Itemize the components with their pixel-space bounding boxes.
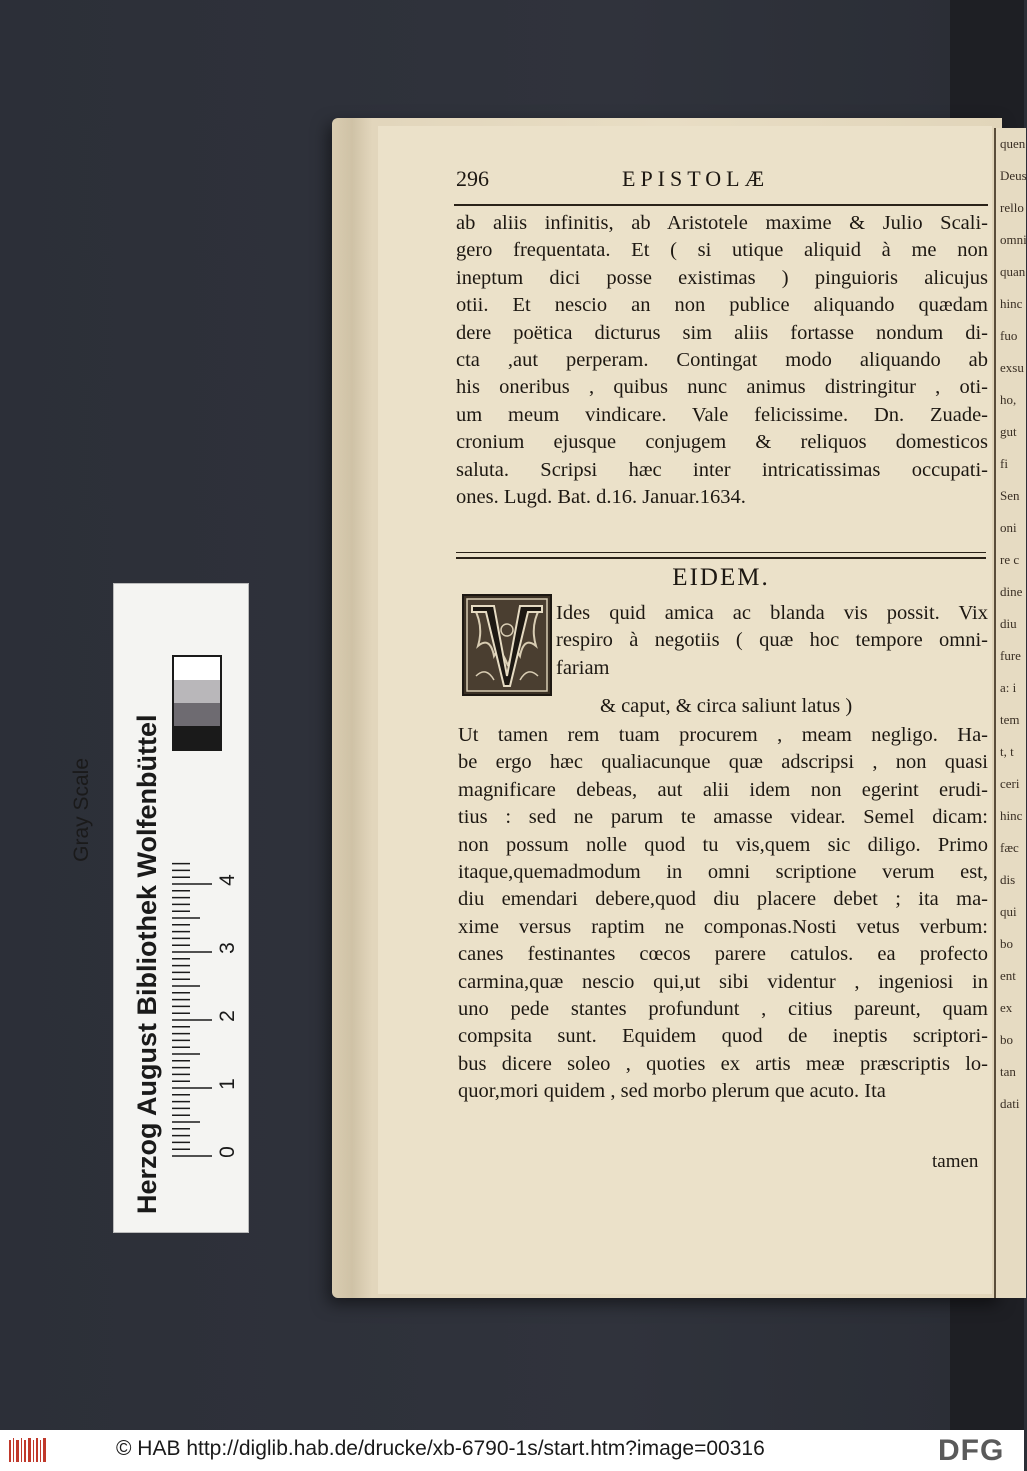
letter-body-paragraph <box>458 722 988 1105</box>
letter-body-line: be ergo hæc qualiacunque quæ adscripsi , non quasi <box>458 751 988 774</box>
facing-fragment: ex <box>1000 1000 1013 1015</box>
letter-body-line: xime versus raptim ne componas.Nosti vetus verbum: <box>458 915 988 938</box>
facing-fragment: qui <box>1000 904 1017 919</box>
ruler-number: 4 <box>216 874 239 886</box>
letter-end-line: saluta. Scripsi hæc inter intricatissimas occupati- <box>456 458 988 481</box>
facing-fragment: bo <box>1000 1032 1013 1047</box>
facing-fragment: diu <box>1000 616 1017 631</box>
facing-fragment: dis <box>1000 872 1016 887</box>
gray-swatch <box>174 657 220 680</box>
card-title: Herzog August Bibliothek Wolfenbüttel <box>132 714 162 1214</box>
letter-body-line: carmina,quæ nescio qui,ut sibi videntur , ingeniosi in <box>458 970 988 993</box>
facing-fragment: tem <box>1000 712 1020 727</box>
dfg-logo: DFG <box>938 1434 1005 1467</box>
letter-body-line: itaque,quemadmodum in omni scriptione verum est, <box>458 860 988 883</box>
verse-line-3: fariam <box>556 656 610 679</box>
facing-fragment: Deus <box>1000 168 1027 183</box>
letter-end-paragraph <box>456 210 988 511</box>
ruler-number: 2 <box>216 1010 239 1022</box>
facing-fragment: bo <box>1000 936 1013 951</box>
ruler-number: 1 <box>216 1078 239 1090</box>
ruler-number: 0 <box>216 1146 239 1158</box>
facing-page <box>994 128 1026 1298</box>
catchword: tamen <box>932 1151 979 1172</box>
facing-fragment: fure <box>1000 648 1021 663</box>
verse-line-2: respiro à negotiis ( quæ hoc tempore omni- <box>556 629 988 652</box>
letter-end-line: ineptum dici posse existimas ) pinguioris alicujus <box>456 266 988 289</box>
facing-fragment: quan <box>1000 264 1026 279</box>
letter-body-line: diu emendari debere,quod diu placere debet ; ita ma- <box>458 888 988 911</box>
facing-fragment: dati <box>1000 1096 1020 1111</box>
letter-end-line: dere poëtica dicturus sim aliis fortasse nondum di- <box>456 321 988 344</box>
letter-end-line: otii. Et nescio an non publice aliquando quædam <box>456 294 988 317</box>
page-number: 296 <box>456 166 489 191</box>
facing-fragment: re c <box>1000 552 1020 567</box>
letter-end-line: um meum vindicare. Vale felicissime. Dn. Zuade- <box>456 403 988 426</box>
decorated-initial-v <box>462 594 552 696</box>
verse-line-1: Ides quid amica ac blanda vis possit. Vix <box>556 602 988 624</box>
facing-fragment: a: i <box>1000 680 1017 695</box>
facing-fragment: fæc <box>1000 840 1019 855</box>
letter-body-line: quor,mori quidem , sed morbo plerum que acuto. Ita <box>458 1080 886 1103</box>
letter-body-line: Ut tamen rem tuam procurem , meam negligo. Ha- <box>458 724 988 746</box>
letter-body-line: magnificare debeas, aut alii idem non egerint erudi- <box>458 778 988 801</box>
header-rule <box>454 204 988 206</box>
facing-fragment: Sen <box>1000 488 1020 503</box>
facing-fragment: hinc <box>1000 808 1023 823</box>
facing-fragment: fi <box>1000 456 1008 471</box>
letter-end-line: ab aliis infinitis, ab Aristotele maxime & Julio Scali- <box>456 212 988 234</box>
verse-line-4-block <box>600 693 960 720</box>
section-heading: EIDEM. <box>672 564 770 591</box>
facing-fragment: fuo <box>1000 328 1018 343</box>
ruler-number: 3 <box>216 942 239 954</box>
gray-swatch <box>174 726 220 749</box>
gray-swatches <box>172 655 222 751</box>
gray-swatch <box>174 680 220 703</box>
letter-body-line: canes festinantes cœcos parere catulos. ea profecto <box>458 943 988 966</box>
facing-fragment: gut <box>1000 424 1017 439</box>
facing-fragment: quen <box>1000 136 1026 151</box>
letter-end-line: gero frequentata. Et ( si utique aliquid à me non <box>456 239 988 262</box>
letter-body-line: uno pede stantes profundunt , citius pareunt, quam <box>458 997 988 1020</box>
facing-fragment: ent <box>1000 968 1016 983</box>
page-header <box>454 166 990 194</box>
letter-end-line: cta ,aut perperam. Contingat modo aliquando ab <box>456 348 988 371</box>
letter-body-line: tius : sed ne parum te amasse videar. Semel dicam: <box>458 806 988 829</box>
letter-body-line: compsita sunt. Equidem quod de ineptis scriptori- <box>458 1025 988 1048</box>
gray-swatch <box>174 703 220 726</box>
facing-fragment: ho, <box>1000 392 1017 407</box>
barcode-icon <box>8 1436 48 1464</box>
facing-fragment: oni <box>1000 520 1017 535</box>
gray-scale-text: Gray Scale <box>70 758 93 862</box>
facing-fragment: omni <box>1000 232 1027 247</box>
facing-fragment: tan <box>1000 1064 1016 1079</box>
verse-line-4: & caput, & circa saliunt latus ) <box>600 695 853 717</box>
letter-body-line: non possum nolle quod tu vis,quem sic diligo. Primo <box>458 833 988 856</box>
facing-fragment: ceri <box>1000 776 1020 791</box>
gray-scale-label <box>70 758 94 868</box>
letter-end-line: cronium ejusque conjugem & reliquos domesticos <box>456 431 988 454</box>
running-head: EPISTOLÆ <box>622 166 770 191</box>
facing-fragment: rello <box>1000 200 1024 215</box>
letter-end-line: his oneribus , quibus nunc animus distringitur , oti- <box>456 376 988 399</box>
section-rule <box>456 552 986 559</box>
facing-fragment: dine <box>1000 584 1023 599</box>
verse-block <box>556 600 988 682</box>
facing-fragment: t, t <box>1000 744 1014 759</box>
ruler-ticks <box>168 860 220 1160</box>
facing-fragment: exsu <box>1000 360 1024 375</box>
letter-body-line: bus dicere soleo , quoties ex artis meæ præscriptis lo- <box>458 1052 988 1075</box>
facing-fragment: hinc <box>1000 296 1023 311</box>
footer-bar <box>0 1430 1024 1471</box>
letter-end-line: ones. Lugd. Bat. d.16. Januar.1634. <box>456 485 746 508</box>
copyright-url[interactable]: © HAB http://diglib.hab.de/drucke/xb-6790-1s/start.htm?image=00316 <box>116 1437 765 1460</box>
